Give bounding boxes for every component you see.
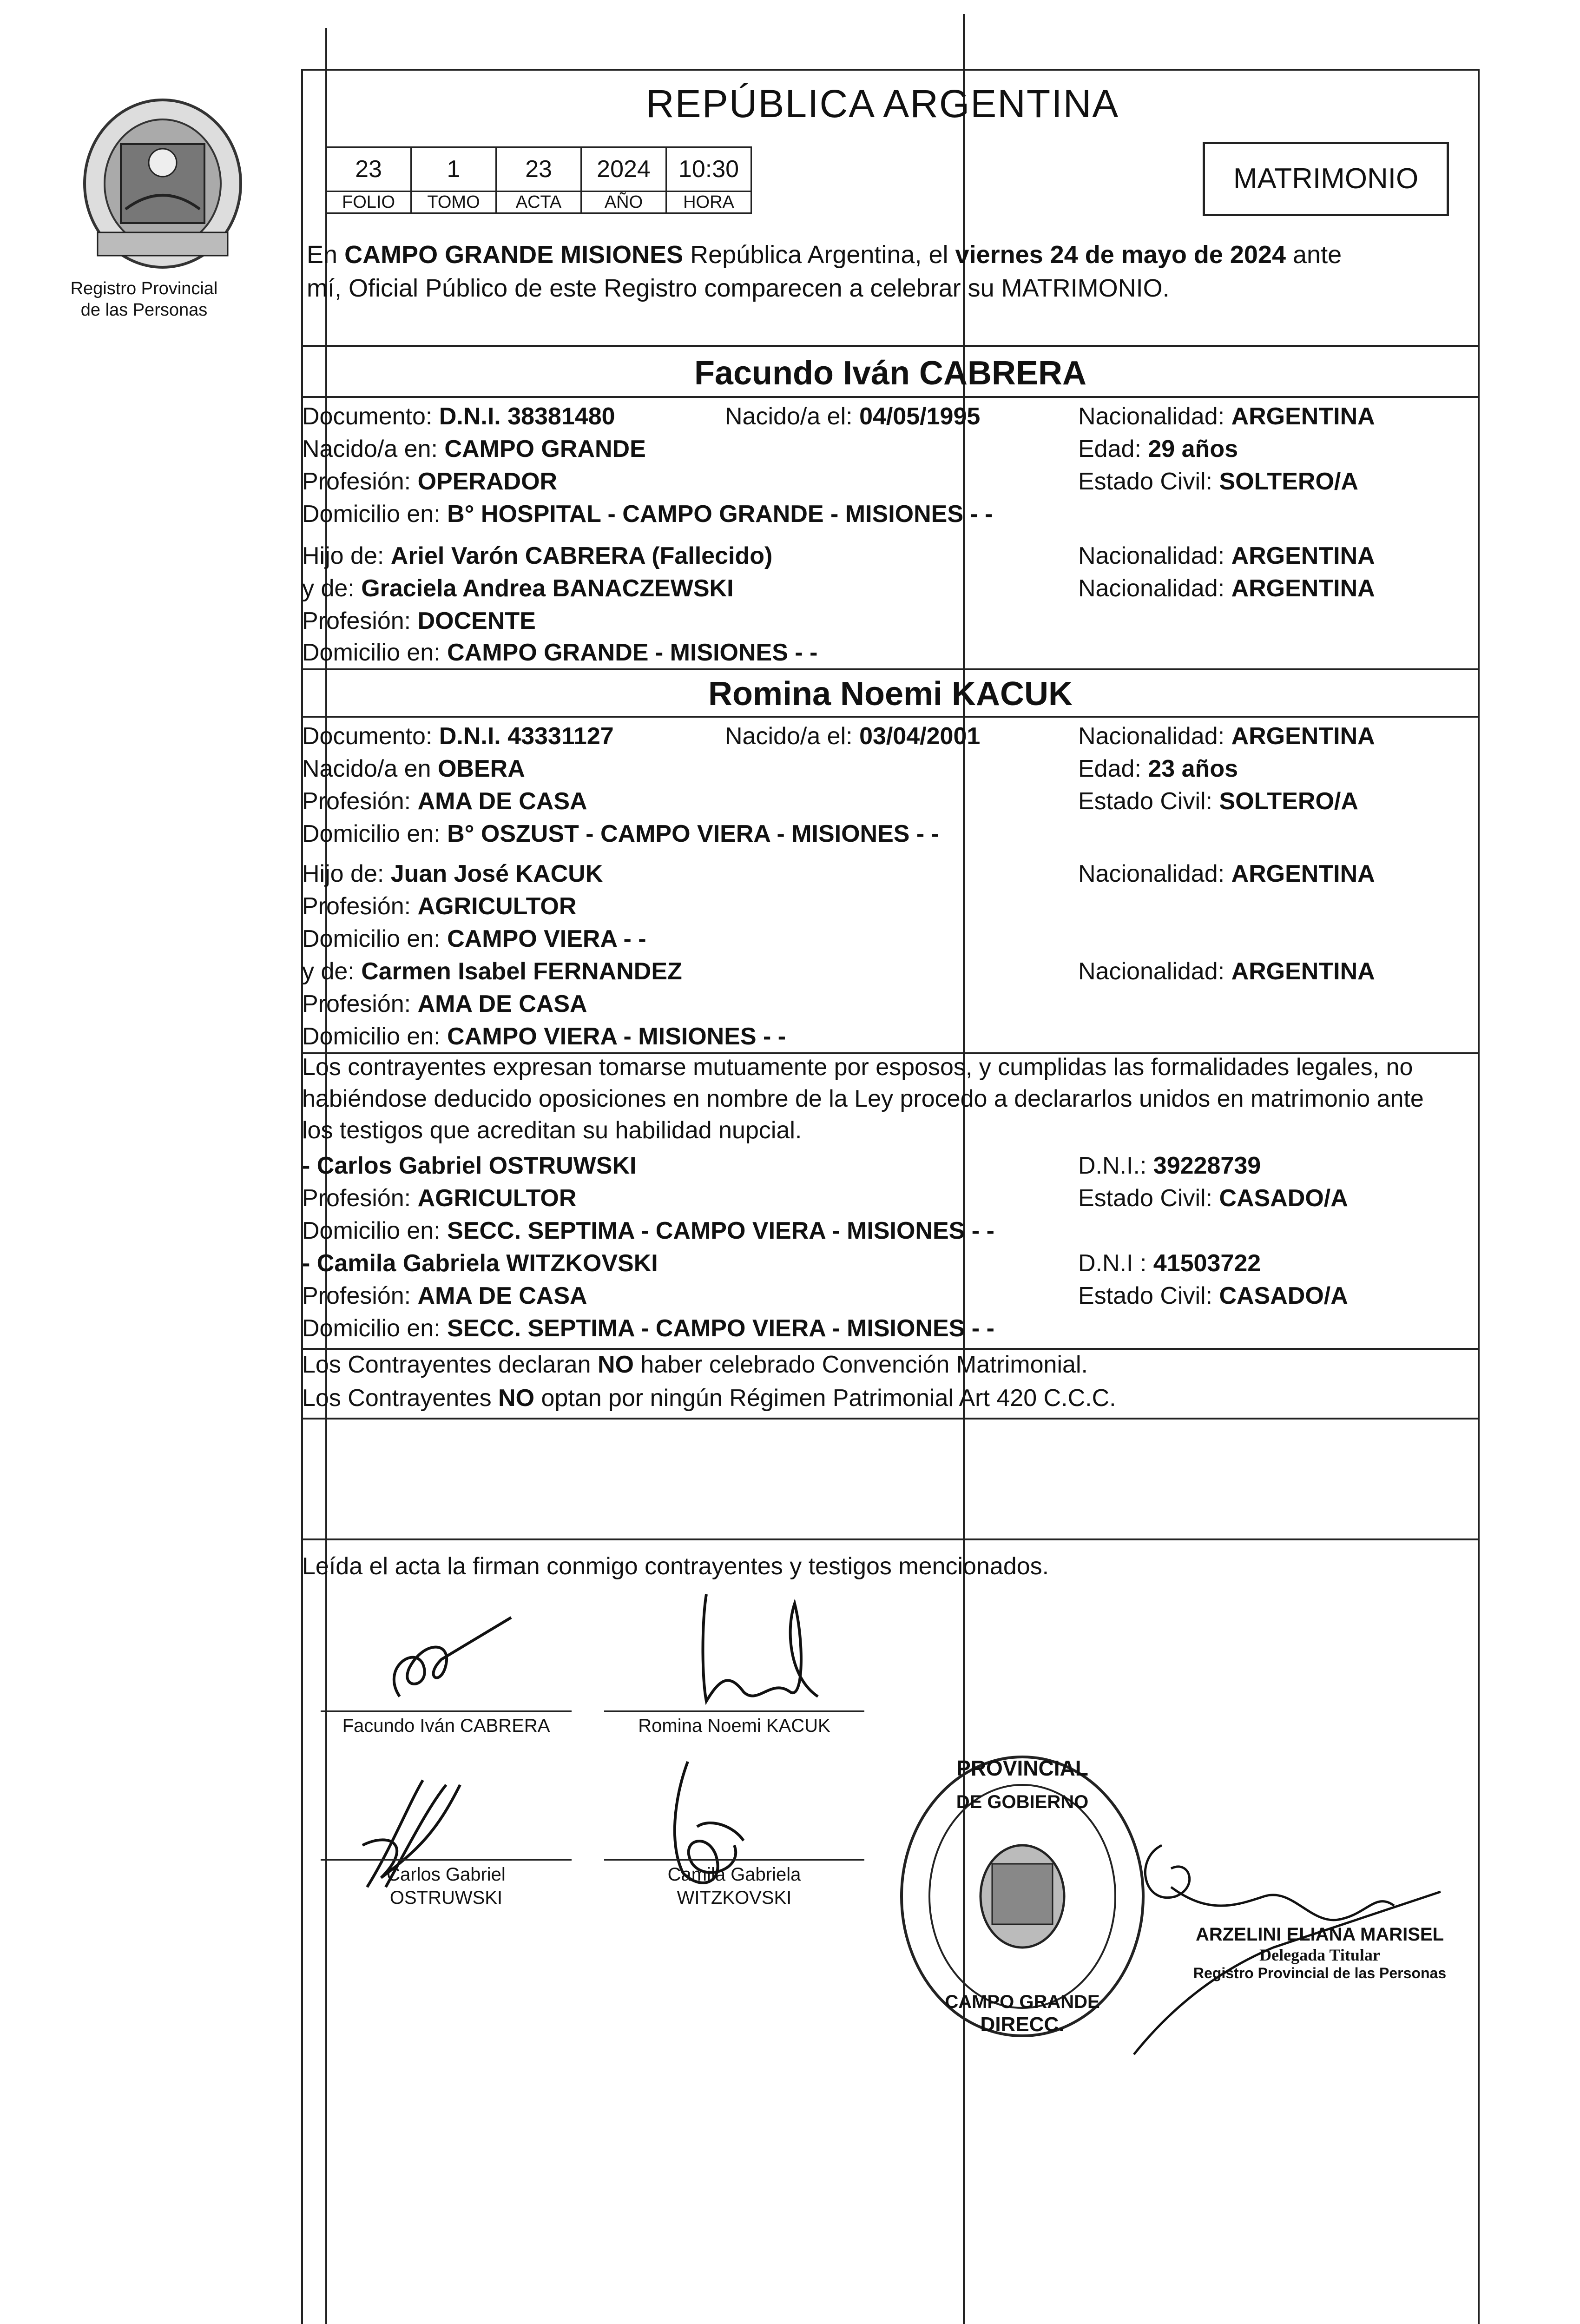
official-name: ARZELINI ELIANA MARISEL <box>1195 1924 1444 1945</box>
value: CAMPO VIERA - - <box>447 925 646 952</box>
value: CASADO/A <box>1219 1185 1348 1212</box>
anio-label: AÑO <box>581 191 666 213</box>
intro-date: viernes 24 de mayo de 2024 <box>955 241 1286 269</box>
svg-text:DE GOBIERNO: DE GOBIERNO <box>956 1792 1089 1812</box>
label: Documento: <box>302 403 433 430</box>
label: y de: <box>302 575 355 602</box>
value: 03/04/2001 <box>859 723 981 750</box>
party1-mother-nationality <box>1078 574 1375 602</box>
intro-line1 <box>307 237 1478 272</box>
party1-father <box>302 542 772 570</box>
value: ARGENTINA <box>1231 575 1375 602</box>
record-table <box>325 146 752 214</box>
party1-profession <box>302 468 557 495</box>
province-logo <box>79 93 246 274</box>
party1-birthplace <box>302 435 646 463</box>
party2-documento <box>302 722 614 750</box>
party1-name: Facundo Iván CABRERA <box>694 355 1087 392</box>
divider <box>301 396 1480 398</box>
value: AMA DE CASA <box>417 788 587 815</box>
party2-father-nationality <box>1078 860 1375 888</box>
value: 41503722 <box>1153 1250 1261 1277</box>
party2-mother-profession <box>302 990 587 1018</box>
label: Profesión: <box>302 1282 411 1309</box>
closing-statement: Leída el acta la firman conmigo contrayentes y testigos mencionados. <box>302 1553 1049 1580</box>
party1-mother-profession <box>302 607 536 635</box>
label: Profesión: <box>302 893 411 920</box>
value: B° HOSPITAL - CAMPO GRANDE - MISIONES - - <box>447 501 993 528</box>
value: Graciela Andrea BANACZEWSKI <box>361 575 734 602</box>
signature-groom-scribble <box>372 1613 567 1706</box>
label: Hijo de: <box>302 860 384 887</box>
party2-civil-status <box>1078 787 1358 815</box>
party2-profession <box>302 787 587 815</box>
party1-birthdate <box>725 403 980 430</box>
note-regime <box>302 1384 1116 1412</box>
label: Domicilio en: <box>302 925 441 952</box>
value: Carmen Isabel FERNANDEZ <box>361 958 682 985</box>
label: y de: <box>302 958 355 985</box>
party2-name: Romina Noemi KACUK <box>708 675 1073 713</box>
label: Edad: <box>1078 436 1141 462</box>
label: Nacionalidad: <box>1078 403 1225 430</box>
value: SECC. SEPTIMA - CAMPO VIERA - MISIONES - - <box>447 1315 994 1342</box>
note-text: optan por ningún Régimen Patrimonial Art 420 C.C.C. <box>541 1385 1116 1412</box>
label: Estado Civil: <box>1078 1185 1212 1212</box>
label: Domicilio en: <box>302 1023 441 1050</box>
party2-father-profession <box>302 892 576 920</box>
signature-line <box>604 1710 864 1712</box>
value: AGRICULTOR <box>417 893 577 920</box>
signature-name-groom: Facundo Iván CABRERA <box>342 1716 550 1736</box>
value: B° OSZUST - CAMPO VIERA - MISIONES - - <box>447 820 939 847</box>
label: Profesión: <box>302 788 411 815</box>
label: Hijo de: <box>302 542 384 569</box>
declaration-line3: los testigos que acreditan su habilidad nupcial. <box>302 1117 802 1144</box>
divider <box>301 668 1480 670</box>
intro-mid: República Argentina, el <box>690 241 948 269</box>
party1-father-nationality <box>1078 542 1375 570</box>
label: Profesión: <box>302 1185 411 1212</box>
value: AMA DE CASA <box>417 990 587 1017</box>
party2-father <box>302 860 603 888</box>
act-type-box: MATRIMONIO <box>1203 142 1449 216</box>
signature-name-bride: Romina Noemi KACUK <box>638 1716 830 1736</box>
value: CAMPO VIERA - MISIONES - - <box>447 1023 786 1050</box>
party2-nationality <box>1078 722 1375 750</box>
label: Domicilio en: <box>302 639 441 666</box>
witness1-civil-status <box>1078 1184 1348 1212</box>
label: Documento: <box>302 723 433 750</box>
witness2-surname: WITZKOVSKI <box>677 1888 792 1908</box>
label: Estado Civil: <box>1078 1282 1212 1309</box>
value: Juan José KACUK <box>390 860 603 887</box>
witness1-dni <box>1078 1152 1261 1180</box>
note-text: Los Contrayentes declaran <box>302 1351 591 1378</box>
acta-label: ACTA <box>496 191 581 213</box>
value: 04/05/1995 <box>859 403 981 430</box>
folio-label: FOLIO <box>326 191 411 213</box>
value: OBERA <box>437 755 525 782</box>
value: Ariel Varón CABRERA (Fallecido) <box>390 542 773 569</box>
party1-age <box>1078 435 1238 463</box>
witness2-profession <box>302 1282 587 1310</box>
signature-name-witness1 <box>321 1863 572 1909</box>
anio-value: 2024 <box>581 147 666 191</box>
label: Profesión: <box>302 990 411 1017</box>
registry-caption <box>56 278 232 321</box>
party2-birthdate <box>725 722 980 750</box>
official-org: Registro Provincial de las Personas <box>1193 1965 1447 1981</box>
intro-line2: mí, Oficial Público de este Registro comparecen a celebrar su MATRIMONIO. <box>307 274 1170 302</box>
value: CAMPO GRANDE <box>444 436 646 462</box>
declaration-line1: Los contrayentes expresan tomarse mutuamente por esposos, y cumplidas las formalidades legales, no <box>302 1054 1413 1081</box>
folio-value: 23 <box>326 147 411 191</box>
acta-value: 23 <box>496 147 581 191</box>
label: Nacionalidad: <box>1078 860 1225 887</box>
label: Profesión: <box>302 607 411 634</box>
hora-value: 10:30 <box>666 147 751 191</box>
witness2-name: - Camila Gabriela WITZKOVSKI <box>302 1250 658 1277</box>
witness2-civil-status <box>1078 1282 1348 1310</box>
country-title: REPÚBLICA ARGENTINA <box>646 82 1119 125</box>
value: D.N.I. 43331127 <box>439 723 614 750</box>
hora-label: HORA <box>666 191 751 213</box>
label: Nacionalidad: <box>1078 542 1225 569</box>
signature-line <box>604 1859 864 1861</box>
divider <box>301 1418 1480 1419</box>
official-stamp <box>1162 1924 1478 1982</box>
tomo-label: TOMO <box>411 191 496 213</box>
note-text: Los Contrayentes <box>302 1385 492 1412</box>
note-convention <box>302 1351 1088 1379</box>
witness1-address <box>302 1217 994 1245</box>
witness2-dni <box>1078 1249 1261 1277</box>
party1-address <box>302 500 993 528</box>
label: Domicilio en: <box>302 501 441 528</box>
label: Nacido/a el: <box>725 403 853 430</box>
value: ARGENTINA <box>1231 403 1375 430</box>
value: ARGENTINA <box>1231 860 1375 887</box>
value: AMA DE CASA <box>417 1282 587 1309</box>
party2-mother-nationality <box>1078 957 1375 985</box>
signature-bride-scribble <box>651 1585 846 1715</box>
value: AGRICULTOR <box>417 1185 577 1212</box>
label: Domicilio en: <box>302 1315 441 1342</box>
intro-suffix: ante <box>1293 241 1342 269</box>
note-bold: NO <box>498 1385 535 1412</box>
intro-prefix: En <box>307 241 338 269</box>
value: ARGENTINA <box>1231 723 1375 750</box>
party2-mother <box>302 957 682 985</box>
label: Nacido/a en <box>302 755 431 782</box>
witness1-profession <box>302 1184 576 1212</box>
label: Edad: <box>1078 755 1141 782</box>
registry-caption-line2: de las Personas <box>80 300 208 320</box>
label: Domicilio en: <box>302 820 441 847</box>
label: Domicilio en: <box>302 1217 441 1244</box>
party1-nationality <box>1078 403 1375 430</box>
value: ARGENTINA <box>1231 542 1375 569</box>
label: Nacionalidad: <box>1078 958 1225 985</box>
value: 29 años <box>1148 436 1238 462</box>
official-seal <box>892 1748 1152 2045</box>
party1-mother <box>302 574 734 602</box>
party2-father-address <box>302 925 646 953</box>
party1-civil-status <box>1078 468 1358 495</box>
party1-parents-address <box>302 639 817 667</box>
signature-line <box>321 1710 572 1712</box>
tomo-value: 1 <box>411 147 496 191</box>
label: Estado Civil: <box>1078 468 1212 495</box>
value: SOLTERO/A <box>1219 468 1358 495</box>
svg-text:PROVINCIAL: PROVINCIAL <box>956 1756 1088 1780</box>
witness2-address <box>302 1314 994 1342</box>
label: Nacionalidad: <box>1078 575 1225 602</box>
value: 23 años <box>1148 755 1238 782</box>
party2-age <box>1078 755 1238 783</box>
svg-text:CAMPO GRANDE: CAMPO GRANDE <box>945 1992 1100 2012</box>
label: Nacido/a en: <box>302 436 438 462</box>
witness1-first-name: Carlos Gabriel <box>387 1864 506 1885</box>
label: D.N.I.: <box>1078 1152 1147 1179</box>
party2-birthplace <box>302 755 525 783</box>
official-title: Delegada Titular <box>1259 1946 1380 1964</box>
value: CAMPO GRANDE - MISIONES - - <box>447 639 818 666</box>
divider <box>301 716 1480 718</box>
witness1-surname: OSTRUWSKI <box>389 1888 503 1908</box>
declaration-line2: habiéndose deducido oposiciones en nombre de la Ley procedo a declararlos unidos en matrimonio ante <box>302 1085 1424 1112</box>
svg-text:DIRECC.: DIRECC. <box>980 2013 1065 2036</box>
divider <box>301 345 1480 347</box>
value: D.N.I. 38381480 <box>439 403 615 430</box>
party2-mother-address <box>302 1023 786 1050</box>
signature-line <box>321 1859 572 1861</box>
value: 39228739 <box>1153 1152 1261 1179</box>
intro-place: CAMPO GRANDE MISIONES <box>344 241 684 269</box>
registry-caption-line1: Registro Provincial <box>70 279 218 298</box>
value: OPERADOR <box>417 468 558 495</box>
label: Profesión: <box>302 468 411 495</box>
label: Nacido/a el: <box>725 723 853 750</box>
label: Estado Civil: <box>1078 788 1212 815</box>
value: CASADO/A <box>1219 1282 1348 1309</box>
value: ARGENTINA <box>1231 958 1375 985</box>
divider <box>301 1348 1480 1350</box>
note-text: haber celebrado Convención Matrimonial. <box>640 1351 1088 1378</box>
value: SOLTERO/A <box>1219 788 1358 815</box>
label: Nacionalidad: <box>1078 723 1225 750</box>
divider <box>301 1538 1480 1540</box>
party1-documento <box>302 403 615 430</box>
witness1-name: - Carlos Gabriel OSTRUWSKI <box>302 1152 637 1179</box>
witness2-first-name: Camila Gabriela <box>667 1864 801 1885</box>
label: D.N.I : <box>1078 1250 1147 1277</box>
signature-name-witness2 <box>604 1863 864 1909</box>
note-bold: NO <box>597 1351 634 1378</box>
value: DOCENTE <box>417 607 536 634</box>
party2-address <box>302 820 939 848</box>
value: SECC. SEPTIMA - CAMPO VIERA - MISIONES - - <box>447 1217 994 1244</box>
